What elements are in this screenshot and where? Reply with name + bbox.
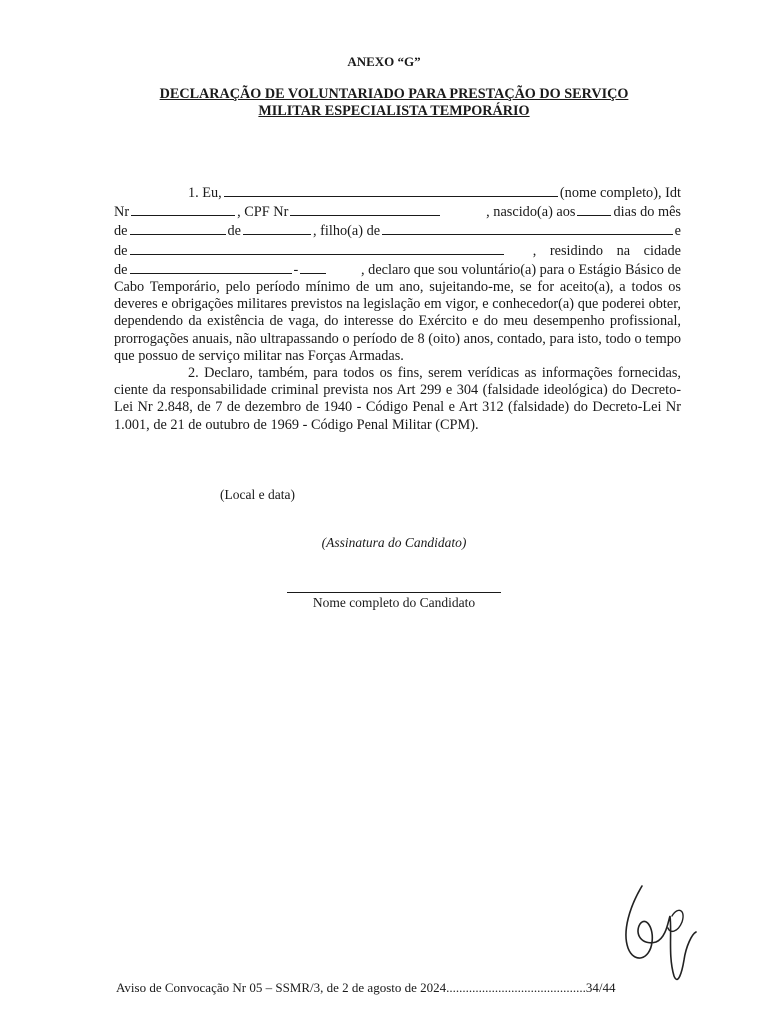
document-title (120, 86, 668, 120)
paragraph-1-continuation: Cabo Temporário, pelo período mínimo de um ano, sujeitando-me, se for aceito(a), a todos os deveres e obrigações militares previstos na legislação em vigor, e conhecedor(a) que poderei obter, dependendo da existência de vaga, do interesse do Exército e do meu desempenho profissional, prorrogações anuais, não ultrapassando o período de 8 (oito) anos, contado, para isto, todo o tempo que possuo de serviço militar nas Forças Armadas. (114, 279, 681, 364)
declaration-start: , declaro que sou voluntário(a) para o Estágio Básico de (361, 261, 681, 278)
birth-day-field[interactable] (577, 202, 611, 216)
month-label: dias do mês (613, 204, 681, 221)
candidate-signature-label: (Assinatura do Candidato) (321, 535, 467, 550)
of-label: de (114, 223, 128, 240)
residence-label: , residindo na cidade (532, 242, 681, 259)
form-line-4 (114, 241, 681, 260)
page-number: 34/44 (585, 980, 616, 995)
city-field[interactable] (130, 260, 292, 274)
name-signature-line[interactable] (287, 592, 501, 593)
cpf-field[interactable] (290, 202, 440, 216)
candidate-name-label: Nome completo do Candidato (312, 595, 476, 610)
footer-text: Aviso de Convocação Nr 05 – SSMR/3, de 2 de agosto de 2024 (116, 980, 447, 995)
form-line-1 (114, 183, 681, 202)
full-name-hint: (nome completo), Idt (559, 185, 681, 201)
handwritten-initials (612, 876, 702, 991)
form-line-3 (114, 221, 681, 240)
birth-label: , nascido(a) aos (486, 204, 576, 221)
birth-month-field[interactable] (130, 221, 226, 235)
title-line-2: MILITAR ESPECIALISTA TEMPORÁRIO (258, 103, 530, 119)
parent-1-field[interactable] (382, 221, 673, 235)
parent-2-field[interactable] (130, 241, 504, 255)
form-line-5 (114, 260, 681, 279)
footer (116, 980, 676, 996)
state-field[interactable] (300, 260, 326, 274)
of-label: de (114, 261, 128, 278)
title-line-1: DECLARAÇÃO DE VOLUNTARIADO PARA PRESTAÇÃO DO SERVIÇO (159, 86, 629, 102)
dash: - (293, 261, 299, 278)
paragraph-2: 2. Declaro, também, para todos os fins, serem verídicas as informações fornecidas, ciente da responsabilidade criminal prevista nos Art 299 e 304 (falsidade ideológica) do Decreto-Lei Nr 2.848, de 7 de dezembro de 1940 - Código Penal e Art 312 (falsidade) do Decreto-Lei Nr 1.001, de 21 de outubro de 1969 - Código Penal Militar (CPM). (114, 365, 681, 433)
form-line-2 (114, 202, 681, 221)
parents-label: , filho(a) de (313, 223, 381, 240)
annex-label: ANEXO “G” (347, 54, 421, 69)
footer-dots: ........................................... (446, 980, 586, 995)
place-date-label: (Local e data) (220, 487, 295, 502)
declaration-body (114, 183, 681, 434)
and-label: e (674, 223, 681, 240)
of-label: de (114, 242, 128, 259)
cpf-label: , CPF Nr (237, 204, 289, 221)
full-name-field[interactable] (224, 183, 558, 197)
id-number-field[interactable] (131, 202, 235, 216)
birth-year-field[interactable] (243, 221, 311, 235)
of-label: de (227, 223, 241, 240)
id-number-label: Nr (114, 204, 130, 221)
item-1-label: 1. Eu, (188, 185, 222, 201)
